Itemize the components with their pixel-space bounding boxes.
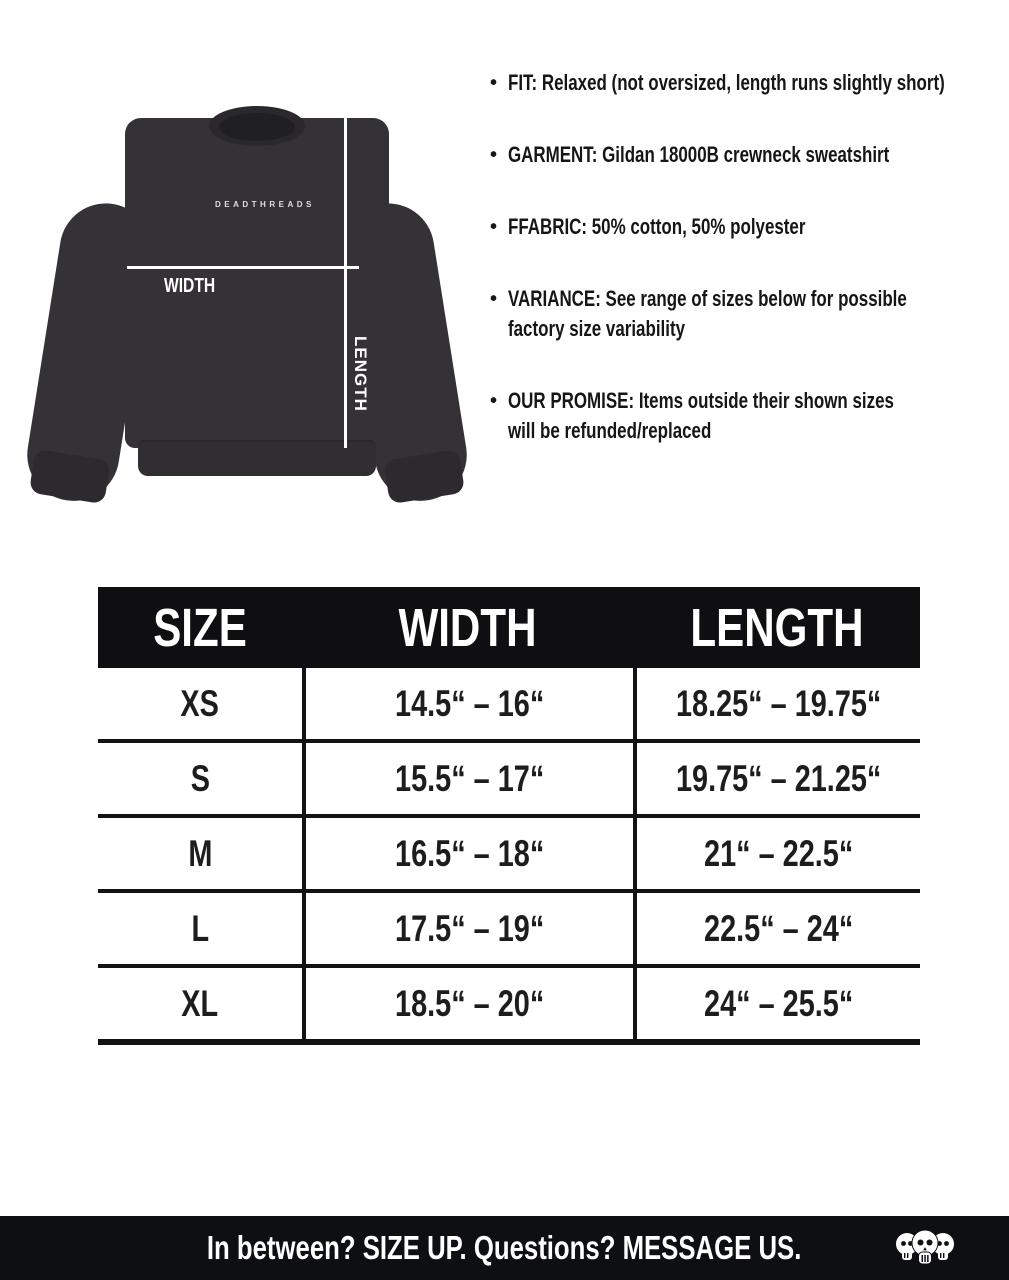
- header-length: LENGTH: [689, 597, 864, 658]
- cell-length: 18.25“ – 19.75“: [633, 668, 920, 739]
- cell-length: 24“ – 25.5“: [633, 968, 920, 1039]
- table-row-m: [98, 818, 920, 893]
- length-measure-label: LENGTH: [351, 336, 370, 412]
- bullet-icon: •: [490, 216, 498, 238]
- cell-size: XS: [180, 682, 220, 724]
- cell-size: L: [191, 907, 209, 949]
- length-measure-line: [344, 117, 347, 448]
- width-measure-line: [127, 266, 359, 269]
- table-row-xl: [98, 968, 920, 1045]
- table-row-xs: [98, 668, 920, 743]
- cell-width: 15.5“ – 17“: [302, 743, 633, 814]
- cell-width: 18.5“ – 20“: [302, 968, 633, 1039]
- chest-brand-text: DEADTHREADS: [215, 200, 315, 209]
- sweatshirt-right-cuff: [383, 449, 465, 504]
- cell-width: 14.5“ – 16“: [302, 668, 633, 739]
- cell-size: XL: [181, 982, 219, 1024]
- detail-fabric: • FFABRIC: 50% cotton, 50% polyester: [488, 212, 1008, 242]
- header-width: WIDTH: [398, 597, 537, 658]
- three-skulls-icon: [893, 1226, 957, 1270]
- sweatshirt-collar-inner: [219, 113, 295, 141]
- bullet-icon: •: [490, 288, 498, 310]
- size-table-header: [98, 587, 920, 668]
- detail-variance: • VARIANCE: See range of sizes below for possible factory size variability: [490, 286, 907, 341]
- bullet-icon: •: [490, 390, 498, 412]
- cell-length: 19.75“ – 21.25“: [633, 743, 920, 814]
- detail-promise: • OUR PROMISE: Items outside their shown sizes will be refunded/replaced: [490, 388, 894, 443]
- sweatshirt-waistband: [138, 440, 376, 476]
- cell-size: M: [187, 832, 213, 874]
- cell-width: 17.5“ – 19“: [302, 893, 633, 964]
- footer-banner: [0, 1216, 1009, 1280]
- cell-length: 21“ – 22.5“: [633, 818, 920, 889]
- cell-size: S: [190, 757, 210, 799]
- size-table: [98, 587, 920, 1045]
- detail-fit: • FIT: Relaxed (not oversized, length runs slightly short): [488, 68, 1008, 98]
- bullet-icon: •: [490, 144, 498, 166]
- table-row-s: [98, 743, 920, 818]
- width-measure-label: WIDTH: [164, 275, 216, 297]
- cell-width: 16.5“ – 18“: [302, 818, 633, 889]
- header-size: SIZE: [153, 597, 247, 658]
- bullet-icon: •: [490, 72, 498, 94]
- table-row-l: [98, 893, 920, 968]
- product-details-list: [488, 68, 1008, 488]
- detail-garment: • GARMENT: Gildan 18000B crewneck sweatshirt: [488, 140, 1008, 170]
- sweatshirt-left-cuff: [29, 449, 111, 504]
- sweatshirt-diagram: [12, 88, 482, 473]
- footer-message: In between? SIZE UP. Questions? MESSAGE US.: [207, 1229, 802, 1266]
- cell-length: 22.5“ – 24“: [633, 893, 920, 964]
